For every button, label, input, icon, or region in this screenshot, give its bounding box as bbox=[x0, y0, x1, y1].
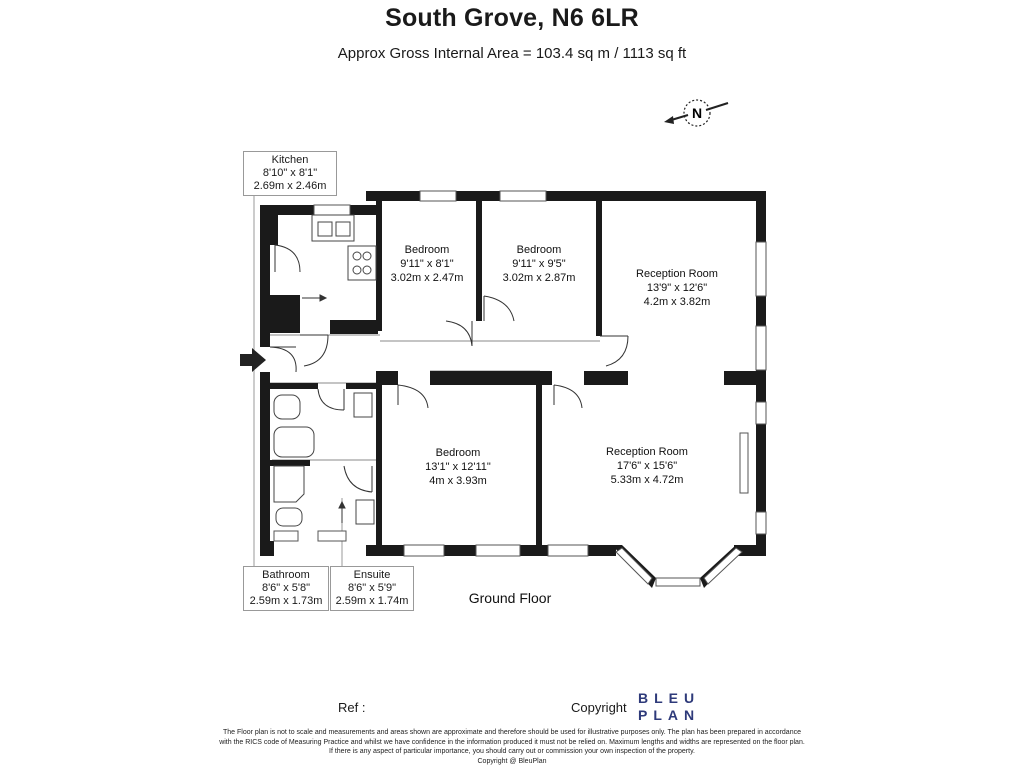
bedroom-2-name: Bedroom bbox=[516, 244, 562, 256]
disclaimer-line: The Floor plan is not to scale and measurements and areas shown are approximate and therefore should be used for illustrative purposes only. The plan has been prepared in accordance bbox=[223, 729, 801, 736]
bedroom-3-imperial: 13'1" x 12'11" bbox=[425, 461, 491, 473]
bedroom-2-metric: 3.02m x 2.87m bbox=[502, 272, 576, 284]
ensuite-name: Ensuite bbox=[353, 569, 391, 581]
bathroom-callout bbox=[243, 566, 329, 611]
compass-letter: N bbox=[691, 105, 703, 121]
compass-icon bbox=[664, 100, 728, 126]
bedroom-3-metric: 4m x 3.93m bbox=[429, 475, 487, 487]
disclaimer-line: with the RICS code of Measuring Practice and whilst we have confidence in the information produced it must not be relied on. Maximum lengths and widths are represented on the floor plan. bbox=[219, 738, 805, 746]
ensuite-callout bbox=[330, 566, 414, 611]
kitchen-name: Kitchen bbox=[271, 154, 309, 166]
logo-line-1: BLEU bbox=[638, 690, 701, 706]
floor-label: Ground Floor bbox=[468, 590, 552, 606]
walls bbox=[260, 191, 766, 588]
ensuite-metric: 2.59m x 1.74m bbox=[335, 595, 409, 607]
reception-2-imperial: 17'6" x 15'6" bbox=[616, 460, 678, 472]
kitchen-metric: 2.69m x 2.46m bbox=[253, 180, 327, 192]
disclaimer bbox=[200, 728, 824, 766]
bedroom-1-imperial: 9'11" x 8'1" bbox=[400, 258, 454, 270]
reception-1-metric: 4.2m x 3.82m bbox=[643, 296, 711, 308]
kitchen-callout bbox=[243, 151, 337, 196]
bleuplan-logo bbox=[638, 690, 700, 724]
ref-label: Ref : bbox=[338, 700, 366, 715]
bedroom-3-name: Bedroom bbox=[435, 447, 481, 459]
disclaimer-line: Copyright @ BleuPlan bbox=[477, 757, 547, 765]
logo-line-2: PLAN bbox=[638, 707, 701, 723]
bedroom-1-metric: 3.02m x 2.47m bbox=[390, 272, 464, 284]
ensuite-imperial: 8'6" x 5'9" bbox=[347, 582, 397, 594]
reception-2-metric: 5.33m x 4.72m bbox=[610, 474, 684, 486]
reception-1-imperial: 13'9" x 12'6" bbox=[646, 282, 708, 294]
area-subtitle: Approx Gross Internal Area = 103.4 sq m / 1113 sq ft bbox=[337, 45, 687, 62]
disclaimer-line: If there is any aspect of particular importance, you should carry out or commission your own inspection of the property. bbox=[329, 748, 695, 755]
kitchen-imperial: 8'10" x 8'1" bbox=[262, 167, 318, 179]
page-title: South Grove, N6 6LR bbox=[385, 4, 639, 32]
bedroom-1-name: Bedroom bbox=[404, 244, 450, 256]
reception-1-name: Reception Room bbox=[636, 268, 718, 280]
bathroom-name: Bathroom bbox=[262, 569, 310, 581]
copyright-label: Copyright bbox=[571, 700, 627, 715]
bedroom-2-imperial: 9'11" x 9'5" bbox=[512, 258, 566, 270]
reception-2-name: Reception Room bbox=[606, 446, 688, 458]
bathroom-imperial: 8'6" x 5'8" bbox=[261, 582, 311, 594]
bathroom-metric: 2.59m x 1.73m bbox=[249, 595, 323, 607]
